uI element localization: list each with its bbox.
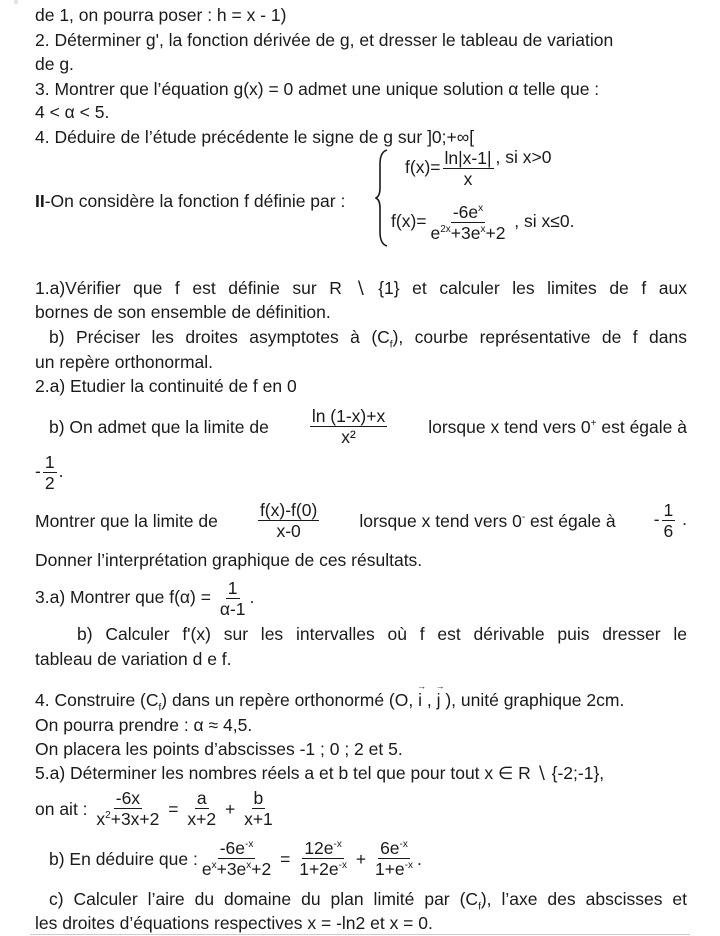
question-II-3b-line2: tableau de variation d e f. [35,649,232,669]
piecewise-case-1: f(x)= $\frac{\ln|x-1|}{x}$ , si x>0 [405,147,552,189]
limit-value-minus-half: - $\frac{1}{2}$ . [35,452,64,493]
text-line-continuation: de 1, on pourra poser : h = x - 1) [35,5,287,25]
question-II-5c-line2: les droites d’équations respectives x = -ln2 et x = 0. [35,913,433,933]
fraction-exponential: $\frac{-6e^x}{e^{2x}+3e^x+2}$ [430,202,506,243]
piecewise-case-2: f(x)= $\frac{-6e^x}{e^{2x}+3e^x+2}$ , si x≤0. [391,202,575,243]
vector-i: → i [418,689,422,711]
question-II-1b-line1: b) Préciser les droites asymptotes à $(C_f)$, courbe représentative de f dans [49,327,687,351]
question-II-1a-line2: bornes de son ensemble de définition. [35,302,331,322]
question-II-4-line1: 4. Construire $(C_f)$ dans un repère orthonormé (O, → i , → j ), unité graphique 2cm. [35,689,624,711]
question-II-5a-equation: on ait : $\frac{-6x}{x^2+3x+2}$ = $\frac{a}{x+2}$ + $\frac{b}{x+1}$ [35,788,273,829]
question-I-3-line1: 3. Montrer que l’équation g(x) = 0 admet une unique solution α telle que : [35,79,600,99]
question-II-5c-line1: c) Calculer l’aire du domaine du plan limité par $(C_f)$, l’axe des abscisses et [49,889,687,913]
question-I-4: 4. Déduire de l’étude précédente le signe de g sur ]0;+∞[ [35,127,475,147]
fraction-limit-ln: $\frac{\ln (1-x)+x}{\text{x²}}$ [311,406,386,447]
vector-j: → j [437,689,441,711]
question-II-2b: b) On admet que la limite de $\frac{\ln (1-x)+x}{\text{x²}}$ lorsque x tend vers 0+ est égale à [49,406,687,447]
question-II-1b-line2: un repère orthonormal. [35,352,214,372]
question-II-4-line2: On pourra prendre : α ≈ 4,5. [35,715,253,735]
question-II-2a: 2.a) Etudier la continuité de f en 0 [35,376,297,396]
question-II-3a: 3.a) Montrer que f(α) = $\frac{1}{\alpha-1}$ . [35,578,255,619]
question-II-2c: Montrer que la limite de $\frac{f(x)-f(0)}{x-0}$ lorsque x tend vers 0- est égale à - $\frac{1}{6}$ . [35,500,687,541]
page-edge [14,0,18,4]
question-II-2d: Donner l’interprétation graphique de ces résultats. [35,550,423,570]
question-II-5a-line1: 5.a) Déterminer les nombres réels a et b tel que pour tout x ∈ R ∖ {-2;-1}, [35,763,605,783]
page-divider [30,934,690,935]
question-II-3b-line1: b) Calculer f'(x) sur les intervalles où f est dérivable puis dresser le [77,624,687,644]
part-II-intro-text: -On considère la fonction f définie par : [44,191,346,211]
question-I-2-line1: 2. Déterminer g', la fonction dérivée de g, et dresser le tableau de variation [35,30,614,50]
part-II-label: II [35,191,45,211]
piecewise-brace-icon [375,148,389,248]
question-II-1a-line1: 1.a)Vérifier que f est définie sur R ∖ {1} et calculer les limites de f aux [35,278,687,298]
fraction-one-over-alpha: $\frac{1}{\alpha-1}$ [219,578,246,619]
question-II-4-line3: On placera les points d’abscisses -1 ; 0 ; 2 et 5. [35,739,403,759]
fraction-ln-abs: $\frac{\ln|x-1|}{x}$ [444,148,492,189]
part-II-intro [35,190,345,212]
question-I-3-line2: 4 < α < 5. [35,102,110,122]
fraction-derivative-quotient: $\frac{f(x)-f(0)}{x-0}$ [259,500,318,541]
question-I-2-line2: de g. [35,54,74,74]
question-II-5b-equation: b) En déduire que : $\frac{-6e^{-x}}{e^x+3e^x+2}$ = $\frac{12e^{-x}}{1+2e^{-x}}$ + $\frac{6e^{-x}}{1+e^{-x}}$ . [49,838,422,879]
